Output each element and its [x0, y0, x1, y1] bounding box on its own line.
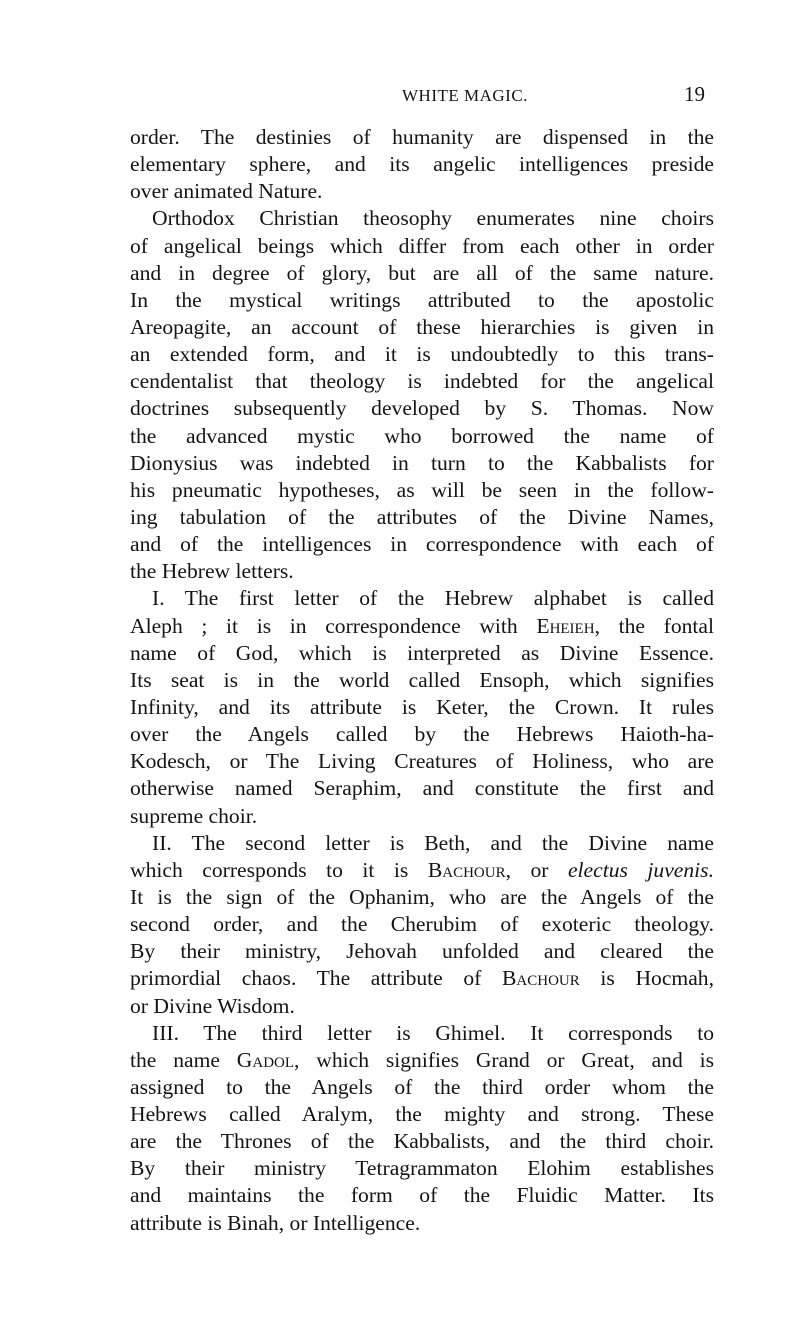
text-segment: Dionysius was indebted in turn to the Kabbalists for	[130, 450, 714, 475]
latin-phrase: electus juvenis.	[567, 857, 714, 882]
text-line	[130, 748, 714, 775]
text-line	[130, 1047, 714, 1074]
text-line	[130, 178, 714, 205]
text-line	[130, 1128, 714, 1155]
text-line	[130, 531, 714, 558]
text-line	[130, 938, 714, 965]
text-segment: elementary sphere, and its angelic intelligences preside	[130, 152, 714, 177]
text-line	[130, 1182, 714, 1209]
running-head: WHITE MAGIC.	[402, 86, 528, 105]
text-segment: Kodesch, or The Living Creatures of Holiness, who are	[130, 749, 714, 774]
text-line	[130, 803, 714, 830]
text-segment: I. The first letter of the Hebrew alphabet is called	[152, 586, 714, 611]
text-line	[130, 667, 714, 694]
text-line	[130, 1020, 714, 1047]
text-line	[130, 857, 714, 884]
text-line	[130, 368, 714, 395]
text-segment: assigned to the Angels of the third order whom the	[130, 1074, 714, 1099]
text-line	[130, 993, 714, 1020]
text-segment: attribute is Binah, or Intelligence.	[130, 1210, 421, 1235]
text-line	[130, 287, 714, 314]
text-segment: the advanced mystic who borrowed the name of	[130, 423, 714, 448]
text-segment: Its seat is in the world called Ensoph, which signifies	[130, 667, 714, 692]
text-line	[130, 911, 714, 938]
text-line	[130, 965, 714, 992]
text-line	[130, 1155, 714, 1182]
text-line	[130, 884, 714, 911]
text-segment: the name	[130, 1047, 237, 1072]
text-line	[130, 260, 714, 287]
text-segment: order. The destinies of humanity are dispensed in the	[130, 125, 714, 149]
text-line	[130, 395, 714, 422]
page-header	[0, 82, 800, 116]
divine-name: Bachour	[427, 857, 506, 882]
text-line	[130, 830, 714, 857]
text-line	[130, 423, 714, 450]
text-segment: Aleph ; it is in correspondence with	[130, 613, 537, 638]
text-segment: In the mystical writings attributed to the apostolic	[130, 287, 714, 312]
text-segment: is Hocmah,	[579, 966, 714, 991]
text-segment: and in degree of glory, but are all of the same nature.	[130, 260, 714, 285]
text-line	[130, 613, 714, 640]
text-segment: , or	[505, 857, 568, 882]
text-segment: Orthodox Christian theosophy enumerates nine choirs	[152, 206, 714, 231]
text-segment: Hebrews called Aralym, the mighty and strong. These	[130, 1102, 714, 1127]
text-segment: primordial chaos. The attribute of	[130, 966, 503, 991]
text-line	[130, 504, 714, 531]
page-number: 19	[684, 82, 705, 106]
text-segment: It is the sign of the Ophanim, who are the Angels of the	[130, 884, 714, 909]
text-line	[130, 721, 714, 748]
text-line	[130, 151, 714, 178]
text-segment: are the Thrones of the Kabbalists, and the third choir.	[130, 1129, 714, 1154]
body-text	[130, 124, 714, 1237]
text-segment: over animated Nature.	[130, 179, 323, 204]
text-segment: III. The third letter is Ghimel. It corresponds to	[152, 1020, 714, 1045]
text-line	[130, 233, 714, 260]
text-line	[130, 694, 714, 721]
text-segment: II. The second letter is Beth, and the Divine name	[152, 830, 714, 855]
text-segment: over the Angels called by the Hebrews Haioth-ha-	[130, 722, 714, 747]
divine-name: Gadol	[236, 1047, 295, 1072]
text-segment: Infinity, and its attribute is Keter, the Crown. It rules	[130, 694, 714, 719]
text-segment: ing tabulation of the attributes of the Divine Names,	[130, 504, 714, 529]
text-segment: , the fontal	[594, 613, 714, 638]
text-segment: or Divine Wisdom.	[130, 993, 295, 1018]
text-segment: the Hebrew letters.	[130, 559, 294, 584]
text-segment: of angelical beings which differ from each other in order	[130, 233, 714, 258]
text-segment: an extended form, and it is undoubtedly to this trans-	[130, 342, 714, 367]
text-segment: and maintains the form of the Fluidic Matter. Its	[130, 1183, 714, 1208]
text-segment: which corresponds to it is	[130, 857, 428, 882]
text-line	[130, 341, 714, 368]
text-line	[130, 640, 714, 667]
text-segment: doctrines subsequently developed by S. Thomas. Now	[130, 396, 714, 421]
text-line	[130, 558, 714, 585]
text-line	[130, 585, 714, 612]
divine-name: Bachour	[502, 966, 580, 991]
text-line	[130, 1074, 714, 1101]
text-segment: By their ministry, Jehovah unfolded and cleared the	[130, 939, 714, 964]
text-segment: supreme choir.	[130, 803, 258, 828]
text-line	[130, 477, 714, 504]
text-line	[130, 124, 714, 151]
text-segment: name of God, which is interpreted as Divine Essence.	[130, 640, 714, 665]
text-line	[130, 205, 714, 232]
text-segment: , which signifies Grand or Great, and is	[294, 1047, 714, 1072]
text-line	[130, 775, 714, 802]
text-line	[130, 1210, 714, 1237]
text-line	[130, 450, 714, 477]
text-segment: otherwise named Seraphim, and constitute the first and	[130, 776, 714, 801]
text-segment: second order, and the Cherubim of exoteric theology.	[130, 912, 714, 937]
text-segment: cendentalist that theology is indebted for the angelical	[130, 369, 714, 394]
text-segment: By their ministry Tetragrammaton Elohim establishes	[130, 1156, 714, 1181]
text-segment: Areopagite, an account of these hierarchies is given in	[130, 314, 714, 339]
text-line	[130, 314, 714, 341]
text-segment: and of the intelligences in correspondence with each of	[130, 532, 714, 557]
text-line	[130, 1101, 714, 1128]
divine-name: Eheieh	[536, 613, 595, 638]
text-segment: his pneumatic hypotheses, as will be seen in the follow-	[130, 477, 714, 502]
